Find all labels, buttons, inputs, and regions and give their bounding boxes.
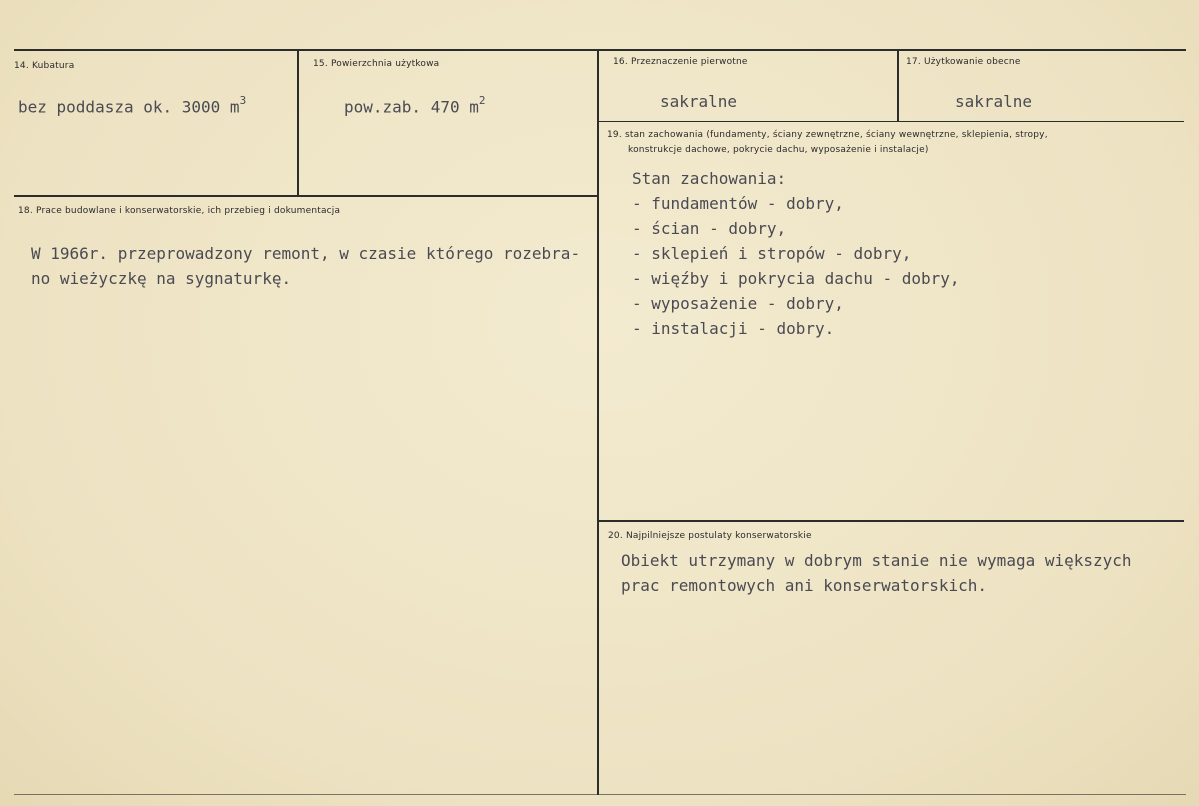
field-19-line-3: - ścian - dobry, <box>632 219 787 238</box>
field-14-text: bez poddasza ok. 3000 m <box>18 97 240 117</box>
field-18-label: 18. Prace budowlane i konserwatorskie, ich przebieg i dokumentacja <box>18 206 341 216</box>
field-16-label: 16. Przeznaczenie pierwotne <box>613 57 748 67</box>
top-rule <box>14 49 1186 51</box>
field-18-line-2: no wieżyczkę na sygnaturkę. <box>31 269 292 288</box>
field-20-text <box>621 548 1132 598</box>
rule-above-20 <box>598 520 1184 522</box>
field-20-line-1: Obiekt utrzymany w dobrym stanie nie wymaga większych <box>621 551 1132 570</box>
field-20-line-2: prac remontowych ani konserwatorskich. <box>621 576 988 595</box>
field-19-label-line-1: 19. stan zachowania (fundamenty, ściany zewnętrzne, ściany wewnętrzne, sklepienia, stropy, <box>607 130 1048 140</box>
bottom-rule <box>14 794 1186 795</box>
field-15-value <box>344 96 485 116</box>
field-19-label-line-2: konstrukcje dachowe, pokrycie dachu, wyposażenie i instalacje) <box>628 145 929 155</box>
field-15-label: 15. Powierzchnia użytkowa <box>313 59 440 69</box>
field-14-unit-exponent: 3 <box>239 94 247 107</box>
field-19-line-5: - więźby i pokrycia dachu - dobry, <box>632 269 960 288</box>
field-20-label: 20. Najpilniejsze postulaty konserwatorskie <box>608 531 812 541</box>
field-19-line-4: - sklepień i stropów - dobry, <box>632 244 912 263</box>
field-18-text <box>31 241 580 291</box>
field-17-label: 17. Użytkowanie obecne <box>906 57 1021 67</box>
field-19-line-2: - fundamentów - dobry, <box>632 194 844 213</box>
divider-vertical-14-15 <box>297 50 299 196</box>
field-17-value: sakralne <box>955 92 1033 111</box>
field-14-label: 14. Kubatura <box>14 61 75 71</box>
field-15-unit-exponent: 2 <box>478 94 486 107</box>
field-19-line-7: - instalacji - dobry. <box>632 319 835 338</box>
field-19-text <box>632 166 960 341</box>
field-15-text: pow.zab. 470 m <box>344 97 479 117</box>
rule-above-18 <box>14 195 598 197</box>
field-19-line-6: - wyposażenie - dobry, <box>632 294 844 313</box>
field-14-value <box>18 96 246 116</box>
field-18-line-1: W 1966r. przeprowadzony remont, w czasie którego rozebra- <box>31 244 581 263</box>
rule-below-16-17 <box>598 121 1184 122</box>
divider-vertical-main <box>597 50 599 795</box>
field-19-line-1: Stan zachowania: <box>632 169 787 188</box>
divider-vertical-16-17 <box>897 50 899 122</box>
field-16-value: sakralne <box>660 92 738 111</box>
